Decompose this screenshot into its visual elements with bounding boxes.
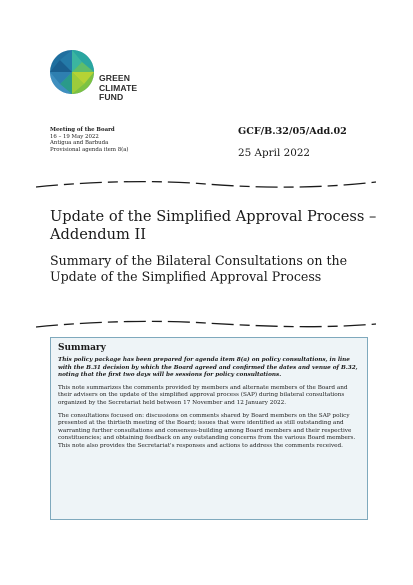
bottom-divider — [36, 317, 376, 331]
summary-paragraph: This note summarizes the comments provided by members and alternate members of the Board and their advisers on the update of the simplified approval process (SAP) during bilateral consultations organized by the Secretariat held between 17 November and 12 January 2022. — [58, 384, 348, 406]
wordmark-line: CLIMATE — [99, 82, 138, 93]
summary-heading: Summary — [58, 343, 106, 353]
gcf-wordmark — [99, 74, 137, 103]
top-divider — [36, 178, 376, 192]
agenda-item: Provisional agenda item 8(a) — [50, 146, 129, 153]
meeting-label: Meeting of the Board — [50, 127, 115, 133]
meeting-dates: 16 – 19 May 2022 — [50, 133, 99, 140]
summary-box — [50, 337, 368, 520]
summary-paragraph: The consultations focused on: discussions on comments shared by Board members on the SAP policy presented at the thirtieth meeting of the Board; issues that were identified as still outstanding and warranting further consultations and consensus-building among Board members and their respective constituencies; and obtaining feedback on any outstanding concerns from the various Board members. This note also provides the Secretariat's responses and actions to address the comments received. — [58, 412, 356, 449]
summary-intro: This policy package has been prepared for agenda item 8(a) on policy consultations, in line with the B.31 decision by which the Board agreed and confirmed the dates and venue of B.32, noting that the first two days will be sessions for policy consultations. — [58, 357, 358, 379]
wordmark-line: GREEN — [99, 73, 131, 83]
document-reference: GCF/B.32/05/Add.02 — [238, 126, 347, 137]
wordmark-line: FUND — [99, 92, 124, 103]
page-subtitle: Summary of the Bilateral Consultations on the Update of the Simplified Approval Process — [50, 253, 348, 284]
gcf-globe-icon — [48, 48, 96, 96]
document-date: 25 April 2022 — [238, 147, 311, 159]
meeting-info — [50, 127, 129, 153]
page-title: Update of the Simplified Approval Process – Addendum II — [50, 208, 377, 243]
gcf-logo — [48, 48, 148, 110]
meeting-location: Antigua and Barbuda — [50, 140, 109, 147]
